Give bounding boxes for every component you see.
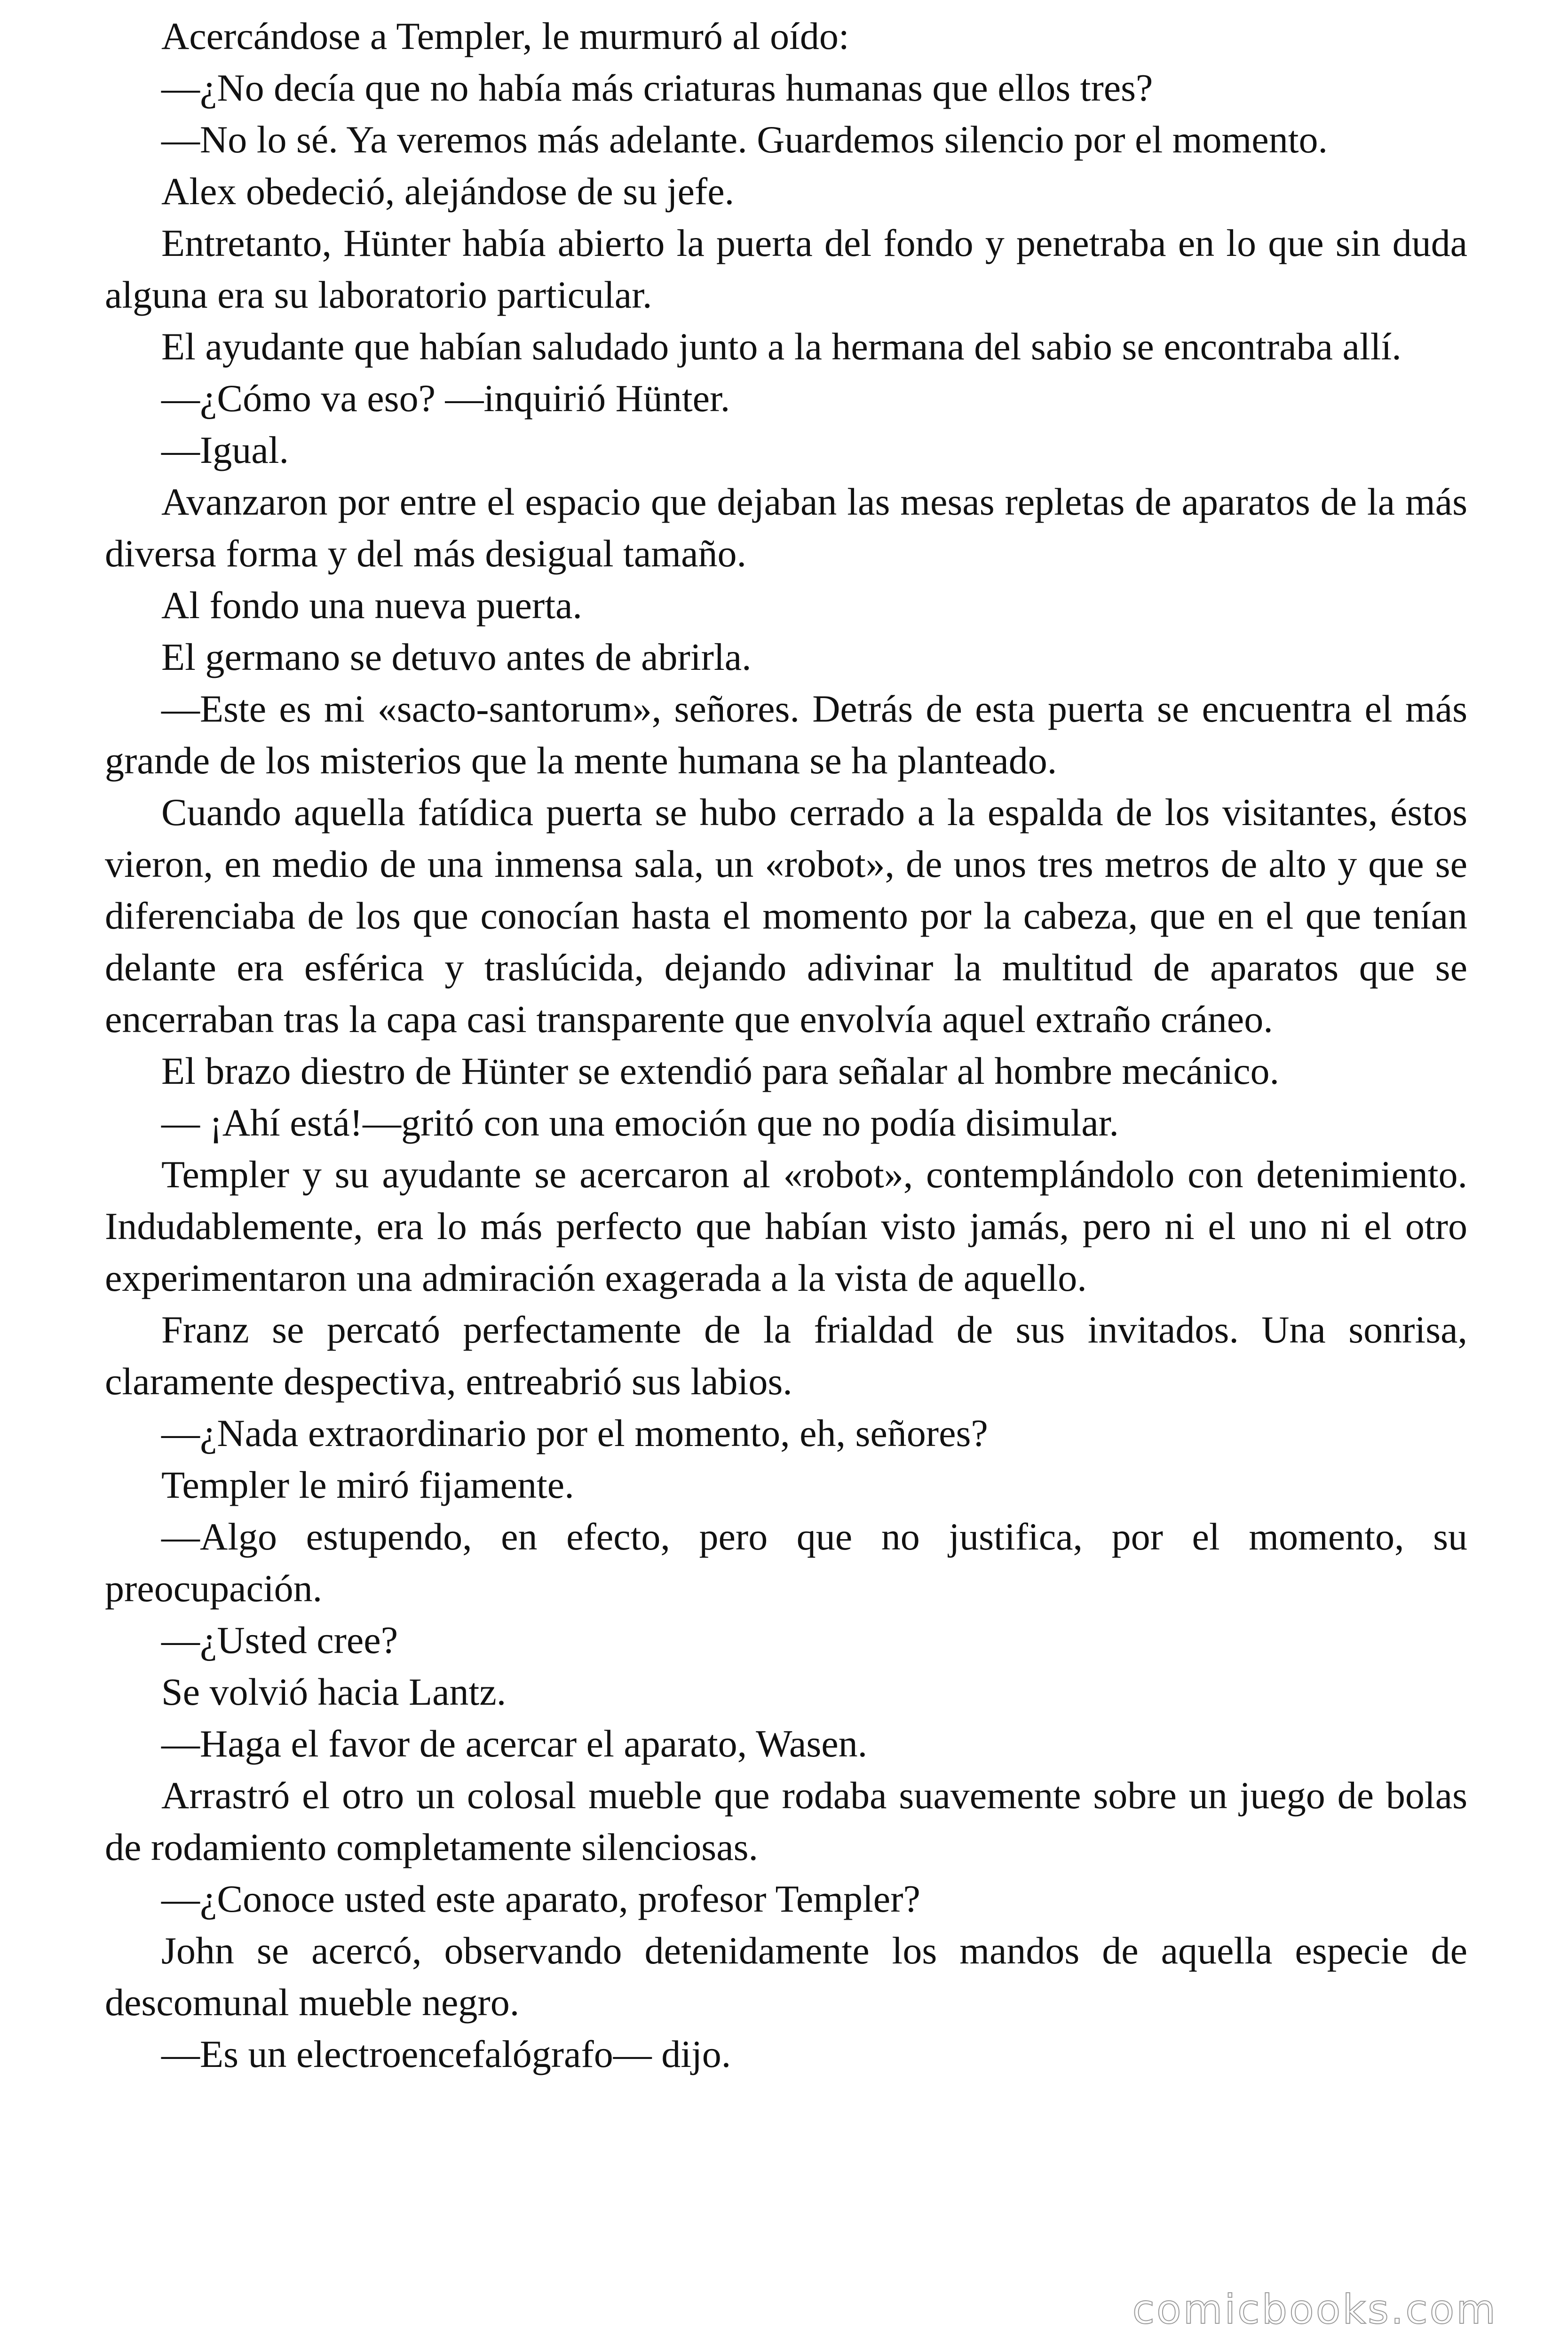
paragraph: Cuando aquella fatídica puerta se hubo cerrado a la espalda de los visitantes, éstos vieron, en medio de una inmensa sala, un «robot», de unos tres metros de alto y que se diferenciaba de los que conocían hasta el momento por la cabeza, que en el que tenían delante era esférica y traslúcida, dejando adivinar la multitud de aparatos que se encerraban tras la capa casi transparente que envolvía aquel extraño cráneo. [105,791,1467,1041]
paragraph: El ayudante que habían saludado junto a la hermana del sabio se encontraba allí. [161,325,1402,368]
paragraph: —¿Cómo va eso? —inquirió Hünter. [161,377,730,420]
paragraph: Templer y su ayudante se acercaron al «robot», contemplándolo con detenimiento. Indudablemente, era lo más perfecto que habían visto jamás, pero ni el uno ni el otro experimentaron una admiración exagerada a la vista de aquello. [105,1153,1467,1299]
paragraph: —Algo estupendo, en efecto, pero que no justifica, por el momento, su preocupación. [105,1515,1467,1610]
paragraph: —Es un electroencefalógrafo— dijo. [161,2033,731,2075]
paragraph: —¿Usted cree? [161,1619,398,1661]
paragraph: Acercándose a Templer, le murmuró al oído: [161,15,849,57]
paragraph: —Haga el favor de acercar el aparato, Wasen. [161,1722,868,1765]
paragraph: —¿Nada extraordinario por el momento, eh, señores? [161,1412,988,1454]
paragraph: Al fondo una nueva puerta. [161,584,582,627]
paragraph: —No lo sé. Ya veremos más adelante. Guardemos silencio por el momento. [161,118,1328,161]
paragraph: — ¡Ahí está!—gritó con una emoción que no podía disimular. [161,1101,1119,1144]
paragraph: Arrastró el otro un colosal mueble que rodaba suavemente sobre un juego de bolas de rodamiento completamente silenciosas. [105,1774,1467,1868]
book-page [105,10,1467,2080]
paragraph: Avanzaron por entre el espacio que dejaban las mesas repletas de aparatos de la más diversa forma y del más desigual tamaño. [105,480,1467,575]
paragraph: Franz se percató perfectamente de la frialdad de sus invitados. Una sonrisa, claramente despectiva, entreabrió sus labios. [105,1308,1467,1403]
paragraph: —Este es mi «sacto-santorum», señores. Detrás de esta puerta se encuentra el más grande de los misterios que la mente humana se ha planteado. [105,687,1467,782]
paragraph: Templer le miró fijamente. [161,1463,574,1506]
paragraph: Se volvió hacia Lantz. [161,1670,507,1713]
paragraph: —¿Conoce usted este aparato, profesor Templer? [161,1877,920,1920]
watermark: comicbooks.com [1132,2286,1497,2333]
paragraph: —¿No decía que no había más criaturas humanas que ellos tres? [161,66,1153,109]
paragraph: El germano se detuvo antes de abrirla. [161,636,752,678]
paragraph: Entretanto, Hünter había abierto la puerta del fondo y penetraba en lo que sin duda alguna era su laboratorio particular. [105,222,1467,316]
paragraph: Alex obedeció, alejándose de su jefe. [161,170,735,213]
paragraph: John se acercó, observando detenidamente los mandos de aquella especie de descomunal mueble negro. [105,1929,1467,2024]
paragraph: —Igual. [161,429,289,471]
paragraph: El brazo diestro de Hünter se extendió para señalar al hombre mecánico. [161,1049,1279,1092]
